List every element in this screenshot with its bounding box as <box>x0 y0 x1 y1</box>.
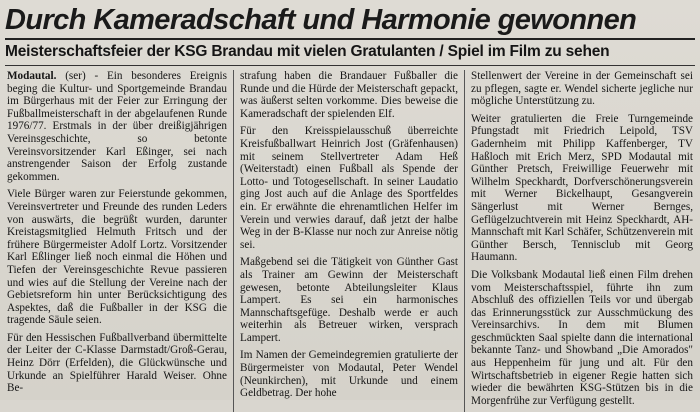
article-columns <box>5 70 695 407</box>
paragraph: Für den Kreisspielausschuß überreichte Kreisfußballwart Heinrich Jost (Gräfenhausen) mit seinem Stellvertreter Adam Heß (Weiterstadt) einen Fußball als Spende der Lotto- und Totogesellschaft. In seiner Laudatio ging Jost auch auf die Anlage des Sportfeldes ein. Er erwähnte die ehrenamtlichen Helfer im Verein und verwies darauf, daß jetzt der halbe Weg in der B-Klasse nur noch zur Anreise nötig sei. <box>240 125 458 251</box>
headline: Durch Kameradschaft und Harmonie gewonnen <box>5 4 637 36</box>
paragraph: Weiter gratulierten die Freie Turngemeinde Pfungstadt mit Friedrich Leipold, TSV Gadernheim mit Philipp Kaffenberger, TV Haßloch mit Erich Merz, SPD Modautal mit Günther Pretsch, Freiwillige Feuerwehr mit Wilhelm Speckhardt, Dorfverschönerungsverein mit Werner Bickelhaupt, Gesangverein Sängerlust mit Werner Bernges, Geflügelzuchtverein mit Heinz Speckhardt, AH-Mannschaft mit Karl Schäfer, Schützenverein mit Günther Bersch, Tennisclub mit Georg Haumann. <box>471 112 693 264</box>
paragraph: Viele Bürger waren zur Feierstunde gekommen, Vereinsvertreter und Freunde des runden Leders von auswärts, die begrüßt wurden, darunter Kreistagsmitglied Helmuth Fritsch und der frühere Bürgermeister Adolf Lortz. Vorsitzender Karl Eßlinger ließ noch einmal die Höhen und Tiefen der Vereinsgeschichte Revue passieren und wies auf die Stellung der Vereine nach der Gebietsreform hin unter Berücksichtigung des Aspektes, daß die Fußballer in der KSG die tragende Säule seien. <box>7 188 227 327</box>
paragraph: Stellenwert der Vereine in der Gemeinschaft sei zu pflegen, sagte er. Wendel sicherte jegliche nur mögliche Unterstützung zu. <box>471 70 693 108</box>
paragraph: Für den Hessischen Fußballverband übermittelte der Leiter der C-Klasse Darmstadt/Groß-Gerau, Heinz Dörr (Erfelden), die Glückwünsche und Urkunde an Spielführer Harald Weiser. Ohne Be- <box>7 331 227 395</box>
headline-rule <box>5 38 695 40</box>
paragraph: Im Namen der Gemeindegremien gratulierte der Bürgermeister von Modautal, Peter Wendel (Neunkirchen), mit Urkunde und einem Geldbetrag. Der hohe <box>240 349 458 400</box>
paragraph: Maßgebend sei die Tätigkeit von Günther Gast als Trainer am Gewinn der Meisterschaft gewesen, betonte Abteilungsleiter Klaus Lampert. Es sei ein harmonisches Mannschaftsgefüge. Deshalb werde er auch weiterhin als Betreuer wirken, versprach Lampert. <box>240 256 458 344</box>
subheadline-rule <box>5 65 695 66</box>
paragraph-text: (ser) - Ein besonderes Ereignis beging die Kultur- und Sportgemeinde Brandau im Bürgerhaus mit der Feier zur Erringung der Fußballmeisterschaft in der abgelaufenen Runde 1976/77. Erstmals in der über dreißigjährigen Vereinsgeschichte, so betonte Vereinsvorsitzender Karl Eßinger, sei nach anstrengender Saison der Erfolg zustande gekommen. <box>7 70 227 183</box>
dateline: Modautal. <box>7 70 57 82</box>
paragraph: strafung haben die Brandauer Fußballer die Runde und die Hürde der Meisterschaft gepackt, was äußerst selten vorkomme. Dies beweise die Kameradschaft der spielenden Elf. <box>240 70 458 120</box>
column-2 <box>233 70 464 412</box>
paragraph: Die Volksbank Modautal ließ einen Film drehen vom Meisterschaftsspiel, führte ihn zum Abschluß des offiziellen Teils vor und übergab das Erinnerungsstück zur Ausschmückung des Vereinsarchivs. In dem mit Blumen geschmückten Saal spielte dann die international bekannte Tanz- und Showband „Die Amorados" aus Heppenheim für jung und alt. Für den Wirtschaftsbetrieb in eigener Regie hatten sich wieder die bewährten KSG-Stützen bis in die Morgenfrühe zur Verfügung gestellt. <box>471 268 693 407</box>
column-3 <box>464 70 695 412</box>
subheadline: Meisterschaftsfeier der KSG Brandau mit vielen Gratulanten / Spiel im Film zu sehen <box>5 43 610 60</box>
column-1 <box>5 70 233 412</box>
paragraph <box>7 70 227 183</box>
